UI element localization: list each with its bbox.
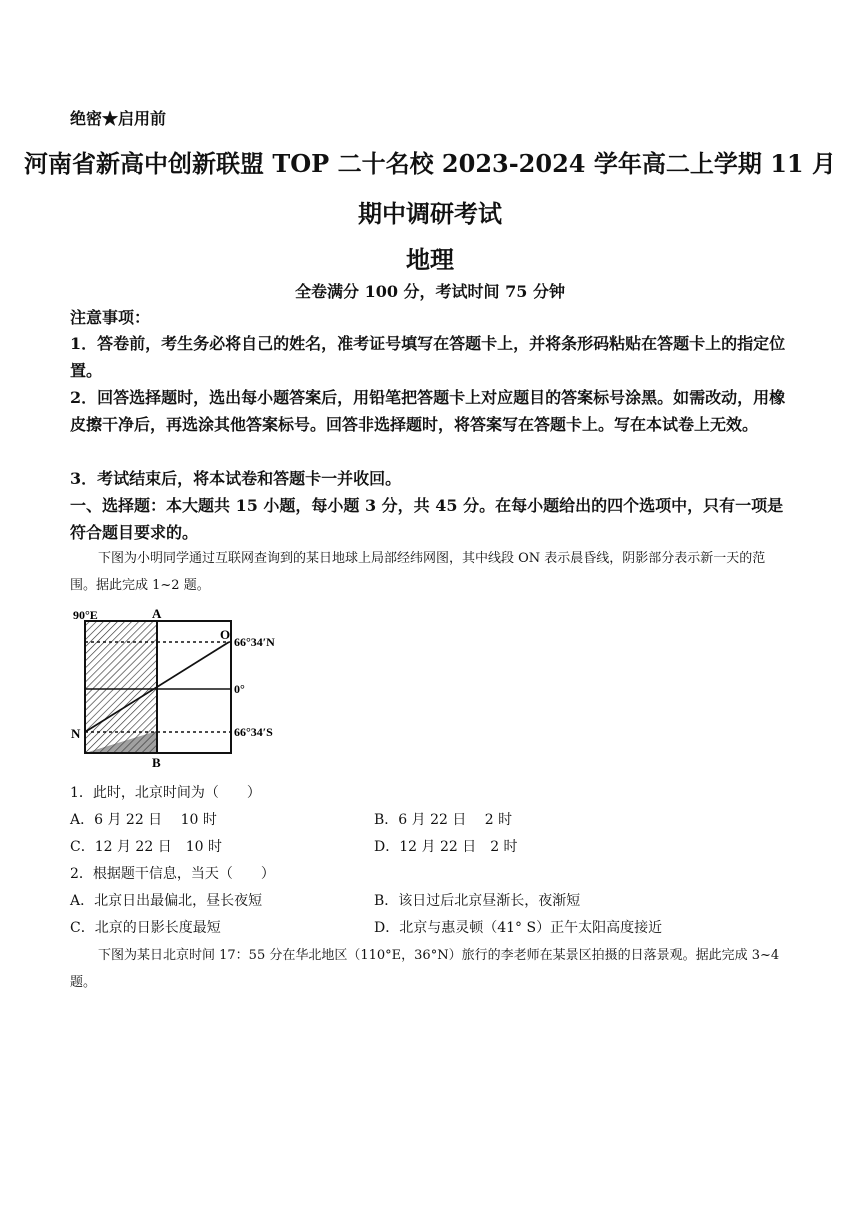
- subject-title: 地理: [406, 245, 454, 274]
- question-2-stem: 2．根据题干信息，当天（ ）: [70, 866, 275, 882]
- label-66-34S: 66°34′S: [234, 725, 273, 739]
- q1-option-c: C．12 月 22 日 10 时: [70, 839, 222, 855]
- shaded-new-day-region: [85, 621, 157, 753]
- intro-q1-2: 下图为小明同学通过互联网查询到的某日地球上局部经纬网图，其中线段 ON 表示晨昏线，阴影部分表示新一天的范围。据此完成 1~2 题。: [70, 551, 766, 593]
- exam-info: 全卷满分 100 分，考试时间 75 分钟: [295, 282, 565, 301]
- intro-q3-4: 下图为某日北京时间 17：55 分在华北地区（110°E，36°N）旅行的李老师在某景区拍摄的日落景观。据此完成 3~4 题。: [70, 948, 780, 990]
- label-N: N: [71, 726, 81, 741]
- label-66-34N: 66°34′N: [234, 635, 275, 649]
- section1-heading: 一、选择题：本大题共 15 小题，每小题 3 分，共 45 分。在每小题给出的四个选项中，只有一项是符合题目要求的。: [70, 496, 784, 542]
- note-item-3: 3．考试结束后，将本试卷和答题卡一并收回。: [70, 469, 402, 488]
- q2-option-a: A．北京日出最偏北，昼长夜短: [70, 893, 263, 909]
- q2-option-c: C．北京的日影长度最短: [70, 920, 221, 936]
- q1-option-b: B．6 月 22 日 2 时: [374, 812, 513, 828]
- label-90E: 90°E: [73, 608, 98, 622]
- label-A: A: [152, 606, 162, 621]
- exam-title-line2: 期中调研考试: [358, 199, 502, 228]
- secret-label: 绝密★启用前: [70, 109, 167, 128]
- note-item-1: 1．答卷前，考生务必将自己的姓名，准考证号填写在答题卡上，并将条形码粘贴在答题卡上的指定位置。: [70, 334, 786, 380]
- question-1-stem: 1．此时，北京时间为（ ）: [70, 785, 261, 801]
- label-B: B: [152, 755, 161, 770]
- note-item-2: 2．回答选择题时，选出每小题答案后，用铅笔把答题卡上对应题目的答案标号涂黑。如需改动，用橡皮擦干净后，再选涂其他答案标号。回答非选择题时，将答案写在答题卡上。写在本试卷上无效。: [70, 388, 786, 434]
- q1-option-d: D．12 月 22 日 2 时: [374, 839, 518, 855]
- label-O: O: [220, 627, 231, 642]
- label-equator: 0°: [234, 682, 245, 696]
- lat-lon-figure: [70, 605, 310, 770]
- exam-title-line1: 河南省新高中创新联盟 TOP 二十名校 2023-2024 学年高二上学期 11 月: [24, 149, 836, 178]
- notes-heading: 注意事项：: [70, 308, 151, 327]
- q2-option-b: B．该日过后北京昼渐长，夜渐短: [374, 893, 581, 909]
- q1-option-a: A．6 月 22 日 10 时: [70, 812, 217, 828]
- q2-option-d: D．北京与惠灵顿（41° S）正午太阳高度接近: [374, 920, 663, 936]
